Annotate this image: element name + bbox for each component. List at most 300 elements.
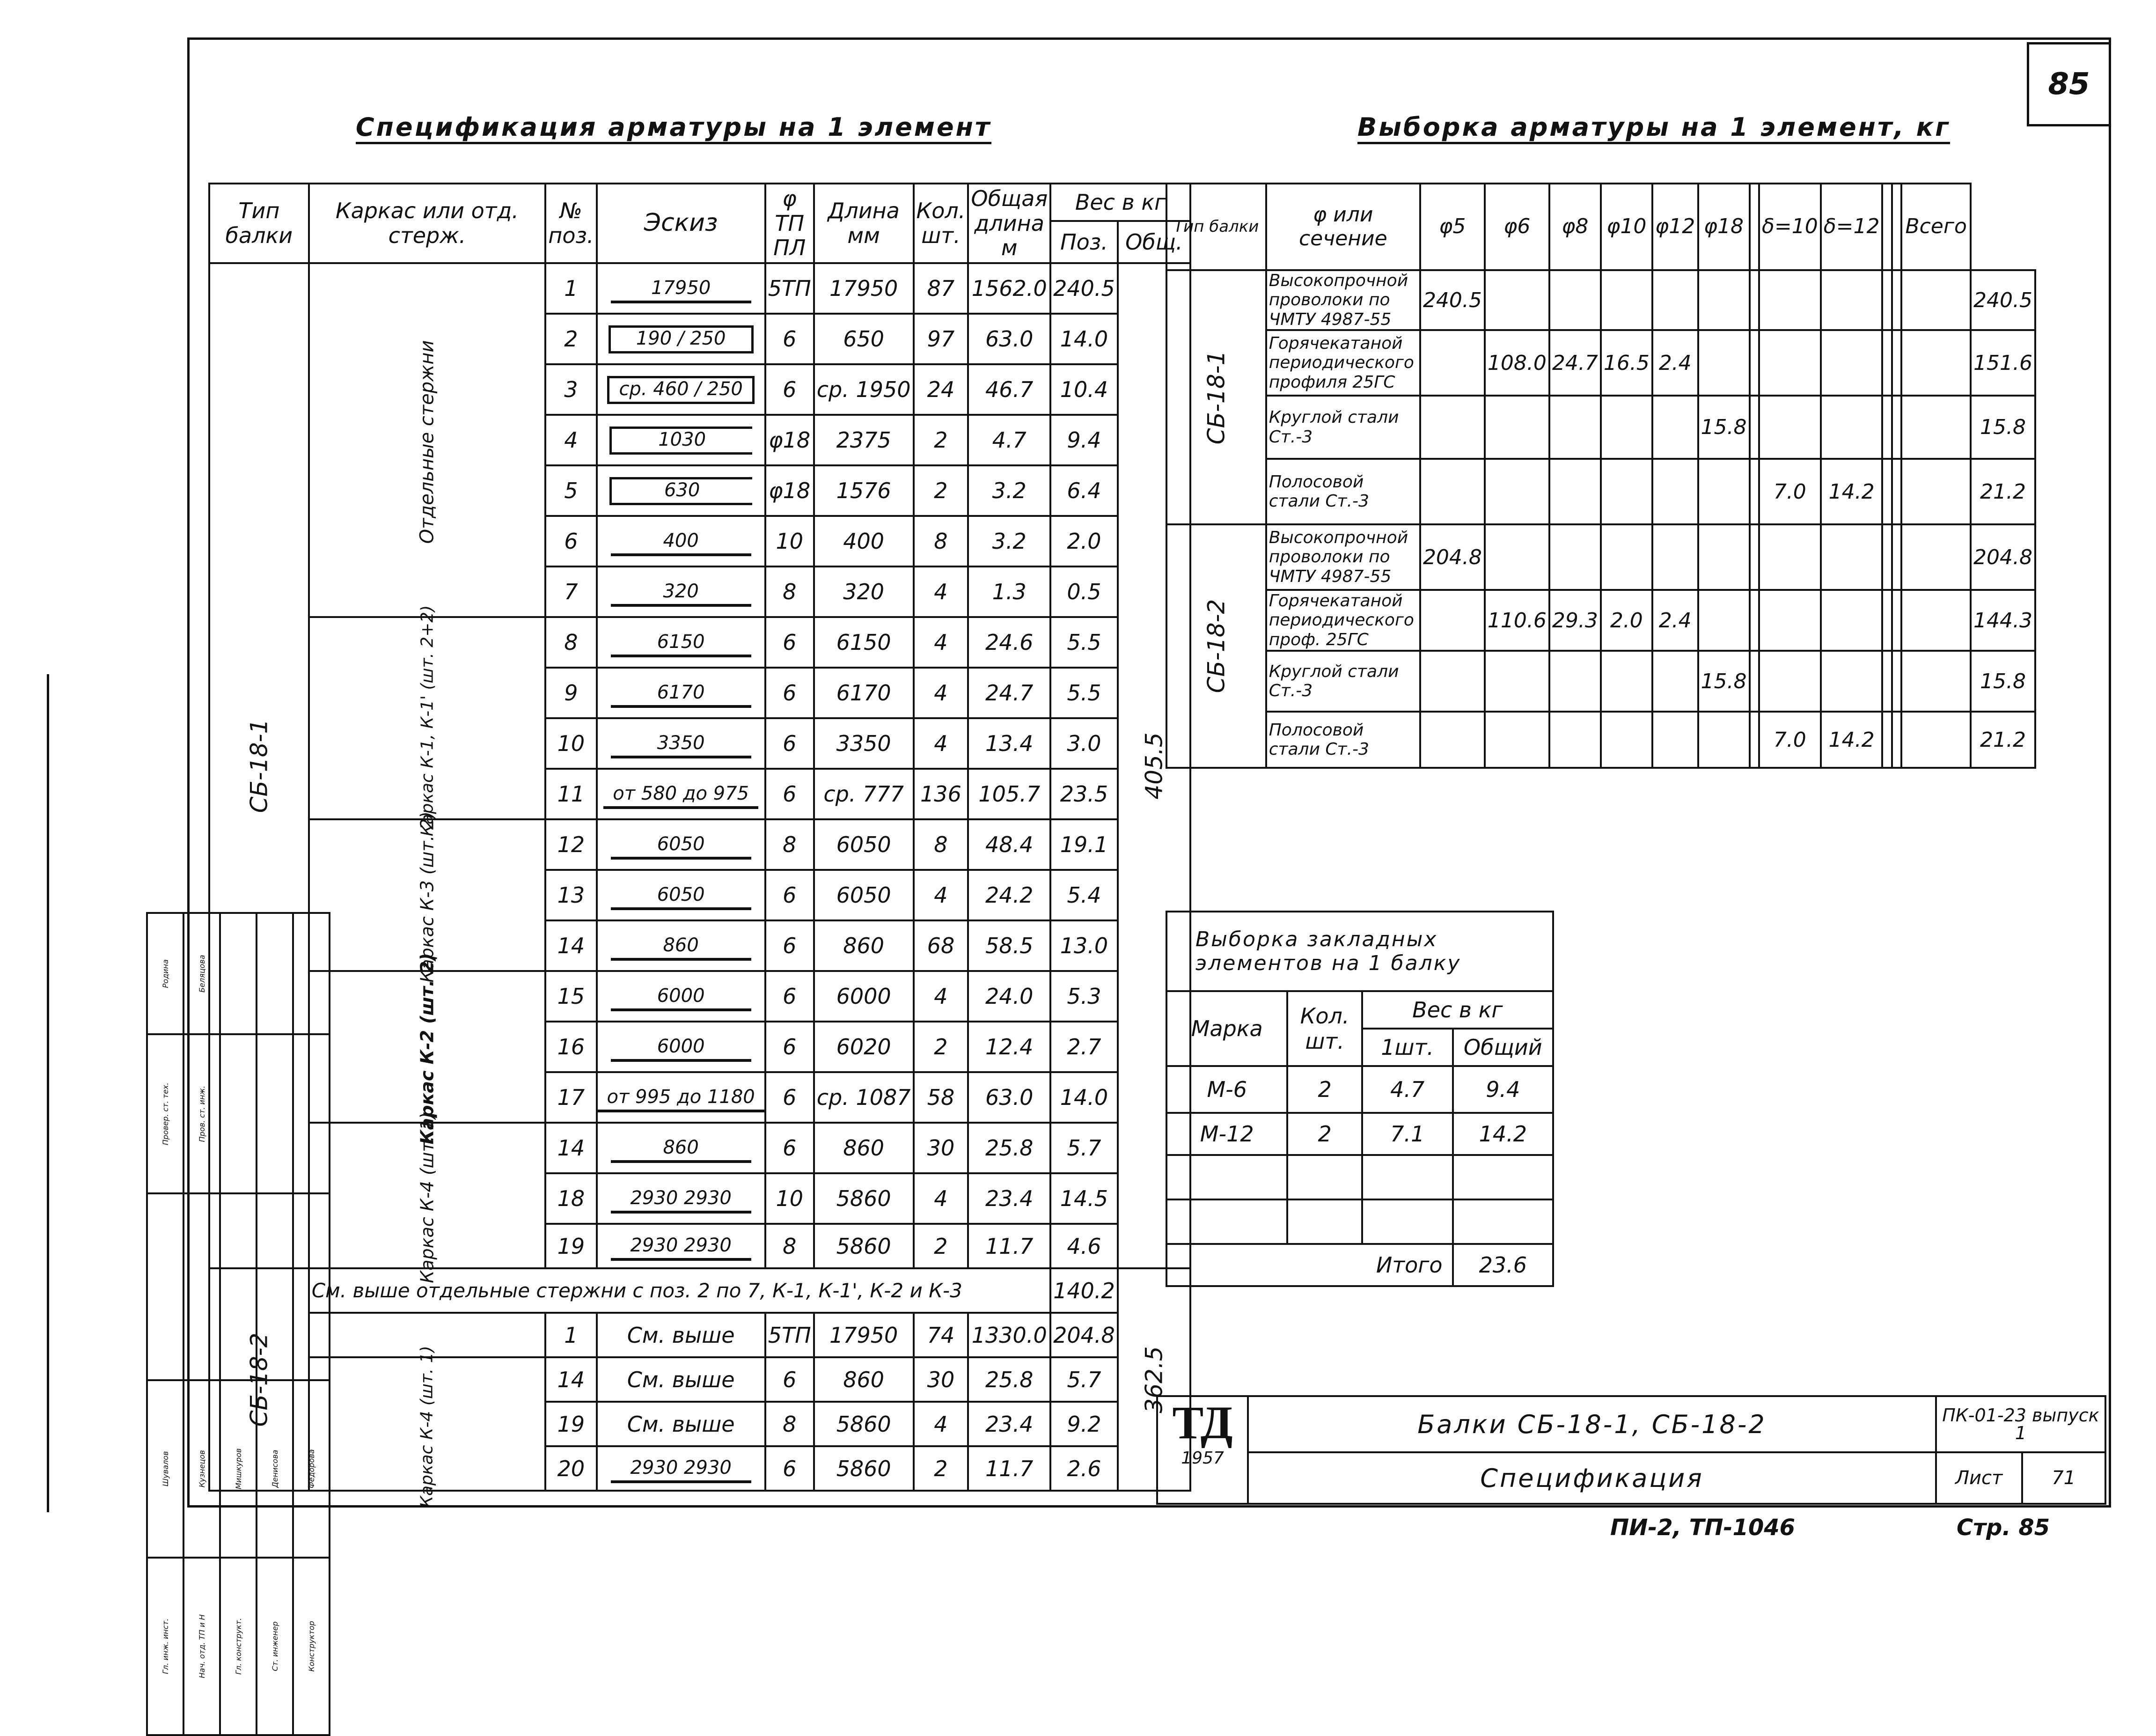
row-length: 400 (814, 516, 914, 566)
total-sb-18-1: 405.5 (1118, 263, 1190, 1268)
vyb-val (1549, 459, 1601, 524)
zakl-hdr-qty: Кол. шт. (1287, 991, 1362, 1066)
row-weight: 2.7 (1050, 1022, 1118, 1072)
row-length: ср. 1087 (814, 1072, 914, 1123)
row-weight: 5.3 (1050, 971, 1118, 1022)
sheet-number: 85 (2048, 67, 2090, 102)
sig-empty (257, 913, 293, 1035)
sig-empty (293, 913, 330, 1035)
vyb-row-total: 240.5 (1971, 270, 2035, 330)
sig-name: Кузнецов (183, 1380, 220, 1558)
row-pos: 14 (545, 920, 596, 971)
row-pos: 14 (545, 1123, 596, 1173)
spec-table (208, 183, 1191, 1508)
row-dia: 5ТП (765, 1313, 814, 1357)
row-sketch: 1030 (597, 415, 765, 465)
row-length: 6020 (814, 1022, 914, 1072)
vyb-val: 7.0 (1759, 459, 1821, 524)
vyb-val (1750, 712, 1759, 768)
row-pos: 15 (545, 971, 596, 1022)
row-length: 6050 (814, 819, 914, 870)
row-pos: 12 (545, 819, 596, 870)
row-dia: 6 (765, 617, 814, 668)
vyb-val (1420, 330, 1485, 396)
zakl-itogo-label: Итого (1166, 1244, 1453, 1286)
vyb-type-sb-18-2: СБ-18-2 (1166, 524, 1266, 768)
row-pos: 18 (545, 1173, 596, 1224)
row-sketch: 2930 2930 (597, 1173, 765, 1224)
row-qty: 30 (914, 1357, 968, 1402)
vyb-val (1750, 330, 1759, 396)
row-qty: 4 (914, 718, 968, 769)
vyb-val: 110.6 (1485, 590, 1549, 651)
row-length: 6170 (814, 668, 914, 718)
see-above-weight: 140.2 (1050, 1268, 1118, 1313)
group-k4: Каркас К-4 (шт. 1) (309, 1123, 546, 1268)
row-sketch: 6000 (597, 1022, 765, 1072)
vyb-row-total: 204.8 (1971, 524, 2035, 590)
row-dia: 6 (765, 1123, 814, 1173)
vyb-val (1420, 590, 1485, 651)
row-sketch: 6170 (597, 668, 765, 718)
vyb-val (1485, 651, 1549, 712)
row-weight: 240.5 (1050, 263, 1118, 314)
row-weight: 5.5 (1050, 617, 1118, 668)
zakl-hdr-weight: Вес в кг (1362, 991, 1553, 1029)
row-length: 5860 (814, 1224, 914, 1268)
row-sketch: 3350 (597, 718, 765, 769)
row-pos: 8 (545, 617, 596, 668)
vyb-val (1652, 651, 1698, 712)
row-total-length: 24.7 (968, 668, 1050, 718)
vyb-val: 108.0 (1485, 330, 1549, 396)
row-dia: 8 (765, 819, 814, 870)
embedded-parts-table (1166, 911, 1554, 1287)
stamp-code: ПК-01-23 выпуск 1 (1936, 1396, 2105, 1452)
row-length: 6150 (814, 617, 914, 668)
td-logo: ТД (1172, 1397, 1233, 1449)
vyb-val (1420, 651, 1485, 712)
row-dia: φ18 (765, 465, 814, 516)
row-weight: 5.7 (1050, 1357, 1118, 1402)
vyb-val (1892, 396, 1901, 459)
zakl-hdr-total: Общий (1453, 1029, 1553, 1066)
vyb-type-sb-18-1: СБ-18-1 (1166, 270, 1266, 524)
row-weight: 19.1 (1050, 819, 1118, 870)
row-sketch: См. выше (597, 1313, 765, 1357)
stamp-year: 1957 (1181, 1449, 1224, 1468)
row-total-length: 58.5 (968, 920, 1050, 971)
vyb-val: 240.5 (1420, 270, 1485, 330)
row-pos: 1 (545, 263, 596, 314)
vyb-val: 29.3 (1549, 590, 1601, 651)
vyb-val (1759, 590, 1821, 651)
row-pos: 16 (545, 1022, 596, 1072)
row-dia: 8 (765, 1402, 814, 1446)
vyb-val (1601, 459, 1652, 524)
row-qty: 4 (914, 870, 968, 920)
vyb-val (1698, 270, 1750, 330)
zakl-empty (1287, 1199, 1362, 1244)
row-dia: 6 (765, 364, 814, 415)
group-separate-bars: Отдельные стержни (309, 263, 546, 617)
row-length: 860 (814, 920, 914, 971)
sig-name: Шувалов (147, 1380, 183, 1558)
vyb-val (1601, 651, 1652, 712)
row-dia: 5ТП (765, 263, 814, 314)
sig-name-2: Родина (147, 913, 183, 1035)
vyb-val (1759, 396, 1821, 459)
vyb-val (1420, 396, 1485, 459)
vyb-hdr-d6: φ6 (1485, 184, 1549, 270)
vyb-row-total: 151.6 (1971, 330, 2035, 396)
vyb-desc: Круглой стали Ст.-3 (1266, 396, 1420, 459)
vyb-val (1759, 524, 1821, 590)
row-total-length: 1562.0 (968, 263, 1050, 314)
vyb-val (1485, 459, 1549, 524)
sig-role-2: Пров. ст. инж. (183, 1035, 220, 1193)
vyb-val (1601, 524, 1652, 590)
row-qty: 2 (914, 465, 968, 516)
spec-title: Спецификация арматуры на 1 элемент (356, 112, 991, 144)
vyb-val (1549, 396, 1601, 459)
vyb-val (1892, 712, 1901, 768)
vyb-row-total: 21.2 (1971, 459, 2035, 524)
row-length: 5860 (814, 1446, 914, 1491)
sig-name: Мишкуров (220, 1380, 257, 1558)
row-sketch: 6050 (597, 819, 765, 870)
vyb-val (1601, 396, 1652, 459)
vyb-val (1420, 459, 1485, 524)
vyb-val (1901, 330, 1971, 396)
row-qty: 8 (914, 819, 968, 870)
row-qty: 30 (914, 1123, 968, 1173)
embedded-parts-title: Выборка закладных элементов на 1 балку (1166, 912, 1553, 991)
vyb-val (1821, 330, 1883, 396)
hdr-frame: Каркас или отд. стерж. (309, 184, 546, 263)
row-sketch: ср. 460 / 250 (597, 364, 765, 415)
row-total-length: 46.7 (968, 364, 1050, 415)
row-total-length: 25.8 (968, 1357, 1050, 1402)
zakl-total: 14.2 (1453, 1113, 1553, 1155)
row-total-length: 63.0 (968, 1072, 1050, 1123)
vyb-desc: Высокопрочной проволоки по ЧМТУ 4987-55 (1266, 524, 1420, 590)
row-length: 320 (814, 566, 914, 617)
row-pos: 17 (545, 1072, 596, 1123)
sig-name: Денисова (257, 1380, 293, 1558)
zakl-one: 4.7 (1362, 1066, 1453, 1113)
sheet-number-box (2027, 42, 2111, 126)
stamp-sheet-value: 71 (2022, 1452, 2105, 1504)
zakl-mark: М-6 (1166, 1066, 1287, 1113)
vyb-val (1759, 651, 1821, 712)
vyb-val (1485, 712, 1549, 768)
row-pos: 10 (545, 718, 596, 769)
row-dia: 6 (765, 1022, 814, 1072)
zakl-qty: 2 (1287, 1113, 1362, 1155)
vyb-val: 204.8 (1420, 524, 1485, 590)
row-pos: 2 (545, 314, 596, 364)
zakl-empty (1166, 1155, 1287, 1199)
vyb-row-total: 144.3 (1971, 590, 2035, 651)
row-total-length: 3.2 (968, 516, 1050, 566)
vyb-hdr-delta12: δ=12 (1821, 184, 1883, 270)
row-qty: 4 (914, 668, 968, 718)
row-pos: 3 (545, 364, 596, 415)
vyb-hdr-empty (1892, 184, 1901, 270)
hdr-weight-total: Общ. (1118, 221, 1190, 263)
vyb-hdr-d8: φ8 (1549, 184, 1601, 270)
hdr-sketch: Эскиз (597, 184, 765, 263)
row-weight: 5.4 (1050, 870, 1118, 920)
row-qty: 74 (914, 1313, 968, 1357)
sig-empty (220, 1035, 257, 1193)
row-length: ср. 777 (814, 769, 914, 819)
vyb-val (1892, 524, 1901, 590)
hdr-pos: № поз. (545, 184, 596, 263)
vyb-val (1901, 651, 1971, 712)
row-length: 1576 (814, 465, 914, 516)
stamp-sheet-label: Лист (1936, 1452, 2022, 1504)
row-length: 3350 (814, 718, 914, 769)
row-weight: 2.0 (1050, 516, 1118, 566)
row-total-length: 23.4 (968, 1402, 1050, 1446)
row-sketch: 400 (597, 516, 765, 566)
row-sketch: См. выше (597, 1357, 765, 1402)
row-weight: 5.7 (1050, 1123, 1118, 1173)
footer-page: Стр. 85 (1957, 1515, 2050, 1541)
vyb-hdr-d5: φ5 (1420, 184, 1485, 270)
row-total-length: 12.4 (968, 1022, 1050, 1072)
row-sketch: от 580 до 975 (597, 769, 765, 819)
row-total-length: 4.7 (968, 415, 1050, 465)
group-sb-18-1: СБ-18-1 (209, 263, 309, 1268)
row-total-length: 24.0 (968, 971, 1050, 1022)
vyb-val (1485, 396, 1549, 459)
vyb-row-total: 21.2 (1971, 712, 2035, 768)
vyb-val (1652, 524, 1698, 590)
vyb-desc: Круглой стали Ст.-3 (1266, 651, 1420, 712)
stamp-logo-cell (1157, 1396, 1248, 1504)
row-sketch: См. выше (597, 1402, 765, 1446)
vyb-val (1750, 396, 1759, 459)
row-dia: 6 (765, 870, 814, 920)
row-length: 6050 (814, 870, 914, 920)
zakl-itogo-value: 23.6 (1453, 1244, 1553, 1286)
zakl-empty (1166, 1199, 1287, 1244)
vyborka-table (1166, 183, 2036, 769)
vyb-val (1882, 712, 1892, 768)
zakl-hdr-mark: Марка (1166, 991, 1287, 1066)
vyb-desc: Полосовой стали Ст.-3 (1266, 459, 1420, 524)
row-total-length: 11.7 (968, 1224, 1050, 1268)
vyb-val: 2.0 (1601, 590, 1652, 651)
vyb-val (1892, 270, 1901, 330)
row-qty: 2 (914, 1022, 968, 1072)
row-total-length: 13.4 (968, 718, 1050, 769)
row-length: 860 (814, 1123, 914, 1173)
row-length: 5860 (814, 1402, 914, 1446)
row-pos: 13 (545, 870, 596, 920)
row-dia: 6 (765, 769, 814, 819)
vyb-val: 15.8 (1698, 396, 1750, 459)
vyb-hdr-empty (1750, 184, 1759, 270)
row-pos: 14 (545, 1357, 596, 1402)
vyb-val (1821, 651, 1883, 712)
row-weight: 3.0 (1050, 718, 1118, 769)
row-sketch: 190 / 250 (597, 314, 765, 364)
vyb-val: 15.8 (1698, 651, 1750, 712)
hdr-weight-pos: Поз. (1050, 221, 1118, 263)
hdr-dia: φ ТП ПЛ (765, 184, 814, 263)
row-qty: 24 (914, 364, 968, 415)
signature-block (146, 912, 330, 1736)
vyb-val (1892, 590, 1901, 651)
row-pos: 4 (545, 415, 596, 465)
row-dia: 8 (765, 566, 814, 617)
see-above-text: См. выше отдельные стержни с поз. 2 по 7, К-1, К-1', К-2 и К-3 (309, 1268, 1050, 1313)
row-pos: 5 (545, 465, 596, 516)
sig-signature (147, 1193, 183, 1380)
sig-role: Гл. конструкт. (220, 1558, 257, 1735)
vyb-hdr-section: φ или сечение (1266, 184, 1420, 270)
vyb-val (1698, 590, 1750, 651)
row-qty: 4 (914, 1402, 968, 1446)
row-sketch: 2930 2930 (597, 1446, 765, 1491)
zakl-empty (1362, 1155, 1453, 1199)
row-total-length: 105.7 (968, 769, 1050, 819)
group-k4-sb182: Каркас К-4 (шт. 1) (309, 1357, 546, 1491)
vyb-val (1901, 270, 1971, 330)
vyb-val (1750, 590, 1759, 651)
row-weight: 5.5 (1050, 668, 1118, 718)
row-sketch: 17950 (597, 263, 765, 314)
row-dia: 10 (765, 1173, 814, 1224)
row-pos: 19 (545, 1402, 596, 1446)
vyb-hdr-d18: φ18 (1698, 184, 1750, 270)
vyb-val (1821, 524, 1883, 590)
vyb-val (1698, 712, 1750, 768)
vyb-val (1882, 270, 1892, 330)
row-weight: 23.5 (1050, 769, 1118, 819)
zakl-empty (1453, 1199, 1553, 1244)
group-sb-18-2: СБ-18-2 (209, 1268, 309, 1491)
vyb-desc: Горячекатаной периодического профиля 25ГС (1266, 330, 1420, 396)
row-weight: 9.2 (1050, 1402, 1118, 1446)
vyb-val (1652, 396, 1698, 459)
row-total-length: 63.0 (968, 314, 1050, 364)
vyb-val: 24.7 (1549, 330, 1601, 396)
vyb-val: 7.0 (1759, 712, 1821, 768)
row-qty: 97 (914, 314, 968, 364)
stamp-title-1: Балки СБ-18-1, СБ-18-2 (1248, 1396, 1936, 1452)
row-weight: 13.0 (1050, 920, 1118, 971)
vyb-val (1901, 459, 1971, 524)
row-length: 17950 (814, 263, 914, 314)
vyb-val (1698, 330, 1750, 396)
vyb-hdr-delta10: δ=10 (1759, 184, 1821, 270)
vyb-val (1549, 270, 1601, 330)
vyb-val (1485, 270, 1549, 330)
row-weight: 6.4 (1050, 465, 1118, 516)
vyb-hdr-type: Тип балки (1166, 184, 1266, 270)
row-dia: 6 (765, 718, 814, 769)
row-total-length: 3.2 (968, 465, 1050, 516)
vyb-val (1601, 712, 1652, 768)
vyb-val (1485, 524, 1549, 590)
row-pos: 20 (545, 1446, 596, 1491)
vyb-val: 2.4 (1652, 330, 1698, 396)
row-weight: 10.4 (1050, 364, 1118, 415)
vyb-hdr-empty (1882, 184, 1892, 270)
vyb-val (1892, 330, 1901, 396)
row-weight: 14.0 (1050, 314, 1118, 364)
row-qty: 68 (914, 920, 968, 971)
row-weight: 0.5 (1050, 566, 1118, 617)
row-dia: 6 (765, 1446, 814, 1491)
vyb-val: 14.2 (1821, 712, 1883, 768)
vyb-val (1821, 270, 1883, 330)
vyb-val (1882, 459, 1892, 524)
row-sketch: 2930 2930 (597, 1224, 765, 1268)
vyb-val (1821, 590, 1883, 651)
vyb-hdr-total: Всего (1901, 184, 1971, 270)
row-total-length: 23.4 (968, 1173, 1050, 1224)
row-total-length: 1330.0 (968, 1313, 1050, 1357)
row-qty: 2 (914, 415, 968, 465)
row-length: 860 (814, 1357, 914, 1402)
sig-name: Федорова (293, 1380, 330, 1558)
row-sketch: 6000 (597, 971, 765, 1022)
row-pos: 11 (545, 769, 596, 819)
stamp-title-2: Спецификация (1248, 1452, 1936, 1504)
row-weight: 9.4 (1050, 415, 1118, 465)
row-qty: 136 (914, 769, 968, 819)
row-qty: 2 (914, 1224, 968, 1268)
vyb-val (1901, 524, 1971, 590)
sig-signature (183, 1193, 220, 1380)
zakl-total: 9.4 (1453, 1066, 1553, 1113)
row-weight: 14.5 (1050, 1173, 1118, 1224)
vyb-val (1882, 396, 1892, 459)
vyb-val (1549, 651, 1601, 712)
sig-empty (220, 913, 257, 1035)
left-margin-line (47, 674, 49, 1512)
row-total-length: 1.3 (968, 566, 1050, 617)
group-k3: Каркас К-3 (шт. 2) (309, 819, 546, 971)
vyb-val (1698, 524, 1750, 590)
vyb-val (1750, 651, 1759, 712)
row-weight: 2.6 (1050, 1446, 1118, 1491)
vyborka-title: Выборка арматуры на 1 элемент, кг (1357, 112, 1950, 144)
vyb-hdr-d12: φ12 (1652, 184, 1698, 270)
row-dia: 6 (765, 314, 814, 364)
sig-signature (220, 1193, 257, 1380)
hdr-type: Тип балки (209, 184, 309, 263)
vyb-desc: Высокопрочной проволоки по ЧМТУ 4987-55 (1266, 270, 1420, 330)
row-dia: 8 (765, 1224, 814, 1268)
row-total-length: 24.2 (968, 870, 1050, 920)
row-sketch: 320 (597, 566, 765, 617)
footer-project-code: ПИ-2, ТП-1046 (1610, 1515, 1796, 1541)
row-length: 6000 (814, 971, 914, 1022)
zakl-mark: М-12 (1166, 1113, 1287, 1155)
row-total-length: 24.6 (968, 617, 1050, 668)
vyb-val (1698, 459, 1750, 524)
zakl-empty (1287, 1155, 1362, 1199)
vyb-val (1750, 459, 1759, 524)
vyb-val (1549, 712, 1601, 768)
